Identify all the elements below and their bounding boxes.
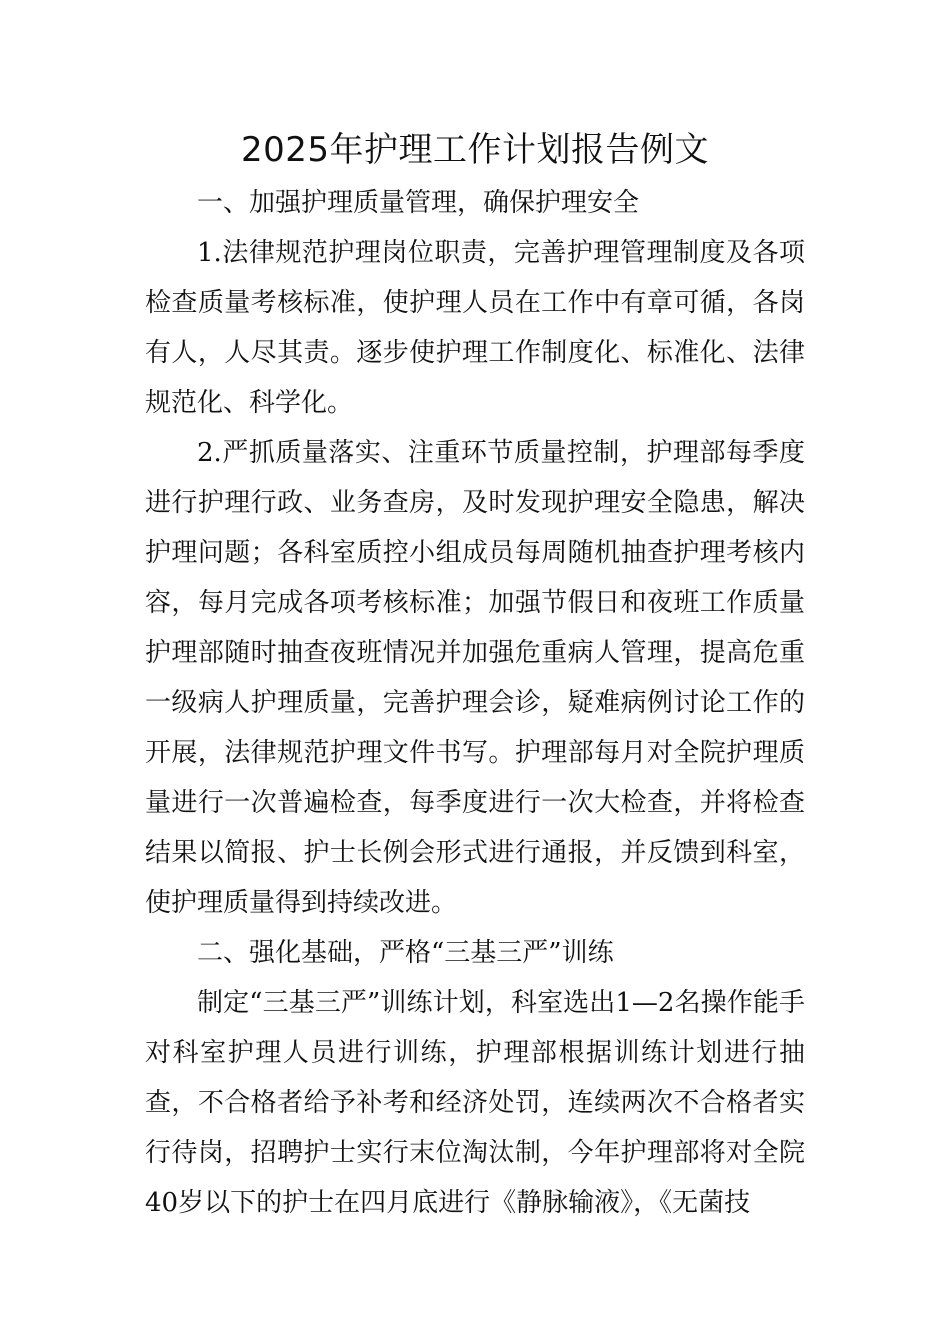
paragraph-3: 制定“三基三严”训练计划，科室选出1—2名操作能手对科室护理人员进行训练，护理部根据训练计划进行抽查，不合格者给予补考和经济处罚，连续两次不合格者实行待岗，招聘护士实行末位淘汰制，今年护理部将对全院40岁以下的护士在四月底进行《静脉输液》，《无菌技 xyxy=(145,988,805,1218)
document-body xyxy=(145,178,805,1228)
section-heading-2: 二、强化基础，严格“三基三严”训练 xyxy=(197,938,614,968)
paragraph-1: 1.法律规范护理岗位职责，完善护理管理制度及各项检查质量考核标准，使护理人员在工作中有章可循，各岗有人，人尽其责。逐步使护理工作制度化、标准化、法律规范化、科学化。 xyxy=(145,238,805,418)
section-heading-1: 一、加强护理质量管理，确保护理安全 xyxy=(197,188,640,218)
paragraph-2: 2.严抓质量落实、注重环节质量控制，护理部每季度进行护理行政、业务查房，及时发现护理安全隐患，解决护理问题；各科室质控小组成员每周随机抽查护理考核内容，每月完成各项考核标准；加强节假日和夜班工作质量护理部随时抽查夜班情况并加强危重病人管理，提高危重一级病人护理质量，完善护理会诊，疑难病例讨论工作的开展，法律规范护理文件书写。护理部每月对全院护理质量进行一次普遍检查，每季度进行一次大检查，并将检查结果以简报、护士长例会形式进行通报，并反馈到科室，使护理质量得到持续改进。 xyxy=(145,438,805,918)
document-title: 2025年护理工作计划报告例文 xyxy=(240,130,710,170)
